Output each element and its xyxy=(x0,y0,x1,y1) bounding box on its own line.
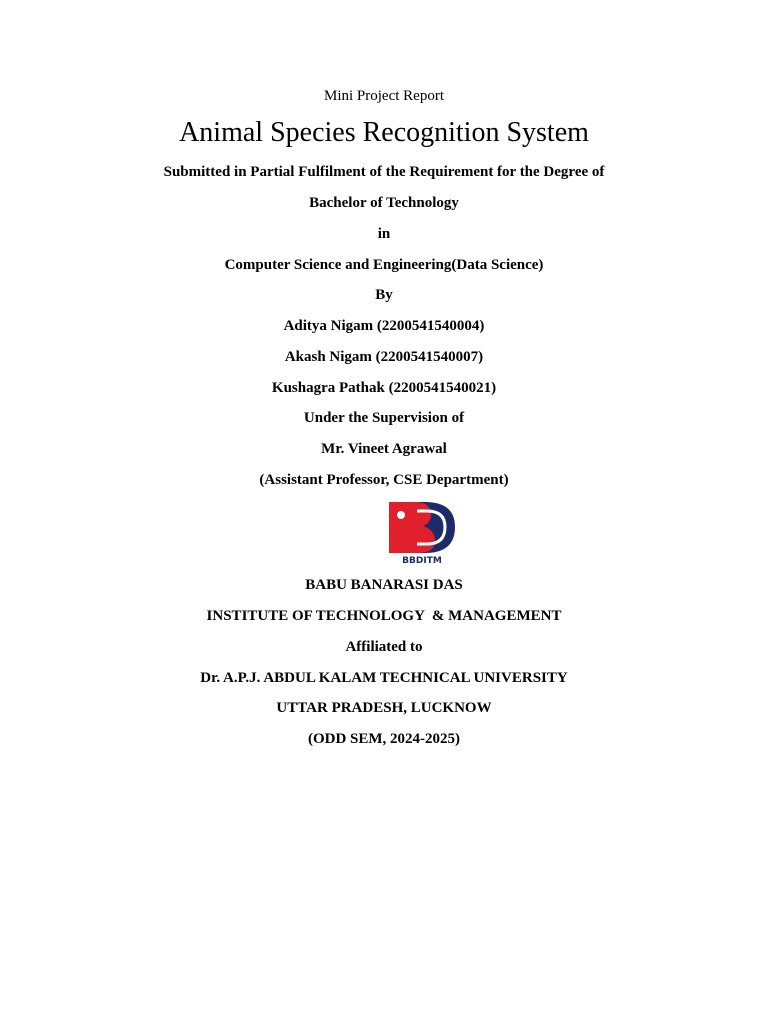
by-connector: By xyxy=(375,287,393,303)
supervisor-name: Mr. Vineet Agrawal xyxy=(321,441,447,457)
affiliation-label: Affiliated to xyxy=(345,639,423,655)
university-name: Dr. A.P.J. ABDUL KALAM TECHNICAL UNIVERSITY xyxy=(200,670,568,686)
supervisor-designation: (Assistant Professor, CSE Department) xyxy=(259,472,509,488)
institute-name-line-2: INSTITUTE OF TECHNOLOGY & MANAGEMENT xyxy=(206,608,562,624)
bbditm-logo-mark xyxy=(387,499,457,565)
in-connector: in xyxy=(377,226,391,242)
student-2: Akash Nigam (2200541540007) xyxy=(284,349,484,365)
student-3: Kushagra Pathak (2200541540021) xyxy=(271,380,497,396)
institute-name-line-1: BABU BANARASI DAS xyxy=(305,577,463,593)
logo-eye xyxy=(397,511,405,519)
academic-session: (ODD SEM, 2024-2025) xyxy=(307,731,461,747)
supervision-heading: Under the Supervision of xyxy=(303,410,465,426)
logo-text: BBDITM xyxy=(402,556,442,565)
branch-name: Computer Science and Engineering(Data Science) xyxy=(224,257,544,273)
project-title: Animal Species Recognition System xyxy=(179,117,589,148)
report-type-label: Mini Project Report xyxy=(324,88,444,104)
bbditm-logo xyxy=(387,499,457,565)
university-location: UTTAR PRADESH, LUCKNOW xyxy=(276,700,492,716)
degree-name: Bachelor of Technology xyxy=(309,195,459,211)
submission-statement: Submitted in Partial Fulfilment of the Requirement for the Degree of xyxy=(163,164,605,180)
student-1: Aditya Nigam (2200541540004) xyxy=(283,318,485,334)
